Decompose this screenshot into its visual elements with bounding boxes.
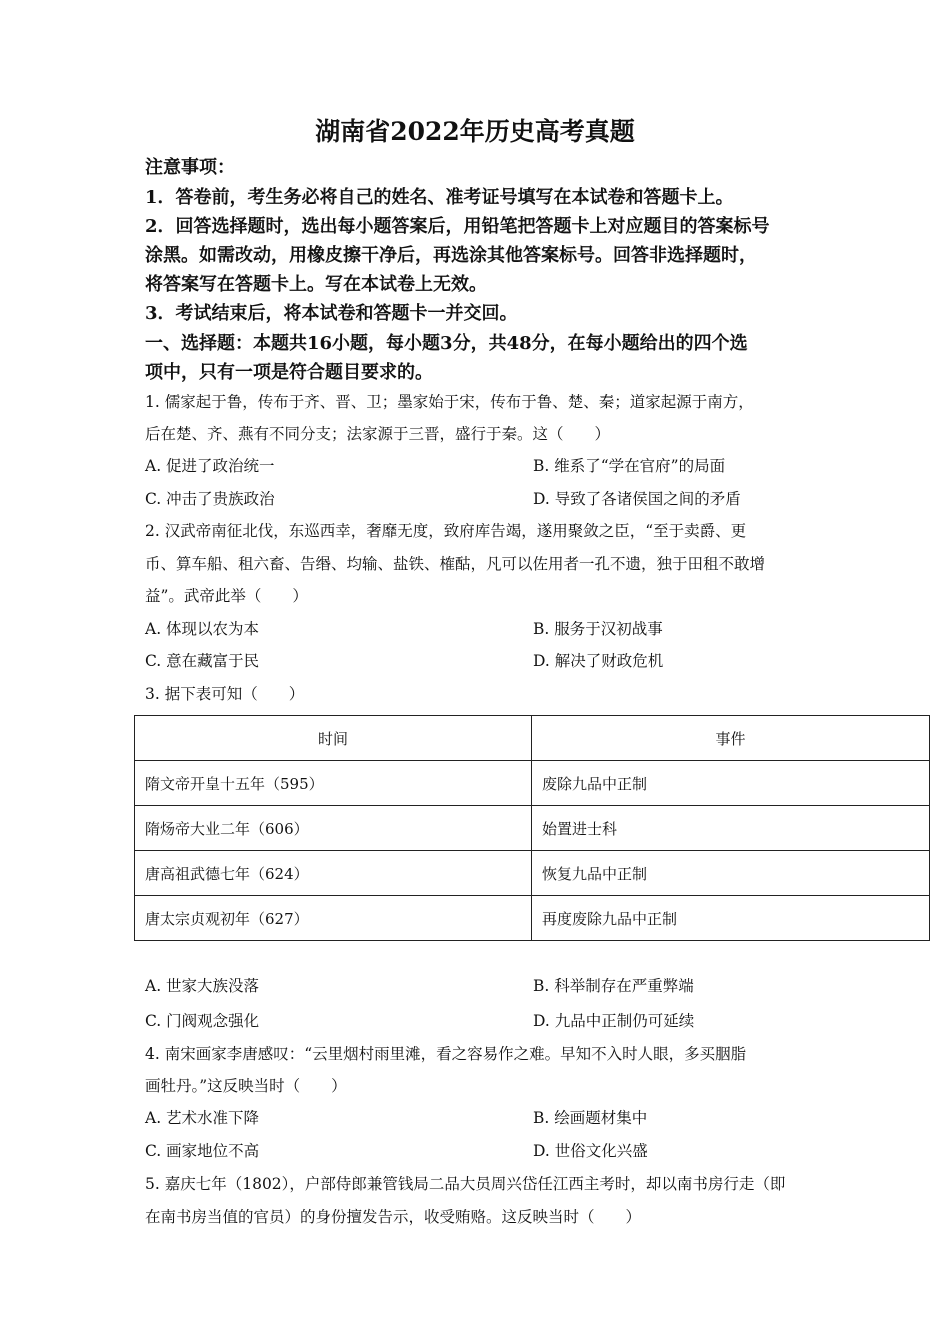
- table-cell-time: 隋文帝开皇十五年（595）: [135, 761, 532, 806]
- q1-option-a: A. 促进了政治统一: [145, 457, 275, 475]
- q2-option-c: C. 意在藏富于民: [145, 652, 260, 670]
- q2-option-b: B. 服务于汉初战事: [533, 620, 663, 638]
- notice-line-4: 将答案写在答题卡上。写在本试卷上无效。: [145, 274, 487, 295]
- section-heading: 一、选择题：本题共16小题，每小题3分，共48分，在每小题给出的四个选: [145, 333, 748, 354]
- q3-stem: 3. 据下表可知（ ）: [145, 685, 305, 703]
- notice-line-5: 3．考试结束后，将本试卷和答题卡一并交回。: [145, 303, 518, 324]
- q1-option-d: D. 导致了各诸侯国之间的矛盾: [533, 490, 741, 508]
- q1-stem-line-1: 1. 儒家起于鲁，传布于齐、晋、卫；墨家始于宋，传布于鲁、楚、秦；道家起源于南方，: [145, 393, 754, 411]
- q3-option-c: C. 门阀观念强化: [145, 1012, 260, 1030]
- q3-option-d: D. 九品中正制仍可延续: [533, 1012, 695, 1030]
- table-cell-event: 恢复九品中正制: [532, 851, 930, 896]
- table-cell-event: 再度废除九品中正制: [532, 896, 930, 941]
- q2-option-a: A. 体现以农为本: [145, 620, 260, 638]
- q4-option-c: C. 画家地位不高: [145, 1142, 260, 1160]
- q4-stem-line-1: 4. 南宋画家李唐感叹：“云里烟村雨里滩，看之容易作之难。早知不入时人眼，多买胭脂: [145, 1045, 747, 1063]
- q3-option-b: B. 科举制存在严重弊端: [533, 977, 694, 995]
- page-title: 湖南省2022年历史高考真题: [315, 117, 635, 146]
- table-header-event: 事件: [532, 716, 930, 761]
- notice-line-3: 涂黑。如需改动，用橡皮擦干净后，再选涂其他答案标号。回答非选择题时，: [145, 245, 757, 266]
- q2-stem-line-1: 2. 汉武帝南征北伐，东巡西幸，奢靡无度，致府库告竭，遂用聚敛之臣，“至于卖爵、更: [145, 522, 747, 540]
- q3-table: [134, 715, 930, 941]
- q3-option-a: A. 世家大族没落: [145, 977, 260, 995]
- q2-stem-line-3: 益”。武帝此举（ ）: [145, 587, 308, 605]
- table-row: [135, 851, 930, 896]
- q5-stem-line-1: 5. 嘉庆七年（1802），户部侍郎兼管钱局二品大员周兴岱任江西主考时，却以南书房行走（即: [145, 1175, 786, 1193]
- q1-stem-line-2: 后在楚、齐、燕有不同分支；法家源于三晋，盛行于秦。这（ ）: [145, 425, 611, 443]
- q1-option-c: C. 冲击了贵族政治: [145, 490, 275, 508]
- section-heading-cont: 项中，只有一项是符合题目要求的。: [145, 362, 433, 383]
- q4-option-a: A. 艺术水准下降: [145, 1109, 260, 1127]
- table-header-row: [135, 716, 930, 761]
- table-header-time: 时间: [135, 716, 532, 761]
- q1-option-b: B. 维系了“学在官府”的局面: [533, 457, 726, 475]
- q5-stem-line-2: 在南书房当值的官员）的身份擅发告示，收受贿赂。这反映当时（ ）: [145, 1208, 642, 1226]
- table-row: [135, 761, 930, 806]
- table-cell-event: 始置进士科: [532, 806, 930, 851]
- table-cell-time: 唐太宗贞观初年（627）: [135, 896, 532, 941]
- table-cell-time: 唐高祖武德七年（624）: [135, 851, 532, 896]
- table-row: [135, 896, 930, 941]
- table-cell-event: 废除九品中正制: [532, 761, 930, 806]
- notice-line-1: 1．答卷前，考生务必将自己的姓名、准考证号填写在本试卷和答题卡上。: [145, 187, 734, 208]
- q2-option-d: D. 解决了财政危机: [533, 652, 664, 670]
- q4-option-d: D. 世俗文化兴盛: [533, 1142, 648, 1160]
- notice-heading: 注意事项：: [145, 157, 235, 178]
- notice-line-2: 2．回答选择题时，选出每小题答案后，用铅笔把答题卡上对应题目的答案标号: [145, 216, 770, 237]
- table-cell-time: 隋炀帝大业二年（606）: [135, 806, 532, 851]
- q4-option-b: B. 绘画题材集中: [533, 1109, 648, 1127]
- q2-stem-line-2: 币、算车船、租六畜、告缗、均输、盐铁、榷酤，凡可以佐用者一孔不遗，独于田租不敢增: [145, 555, 766, 573]
- q4-stem-line-2: 画牡丹。”这反映当时（ ）: [145, 1077, 347, 1095]
- table-row: [135, 806, 930, 851]
